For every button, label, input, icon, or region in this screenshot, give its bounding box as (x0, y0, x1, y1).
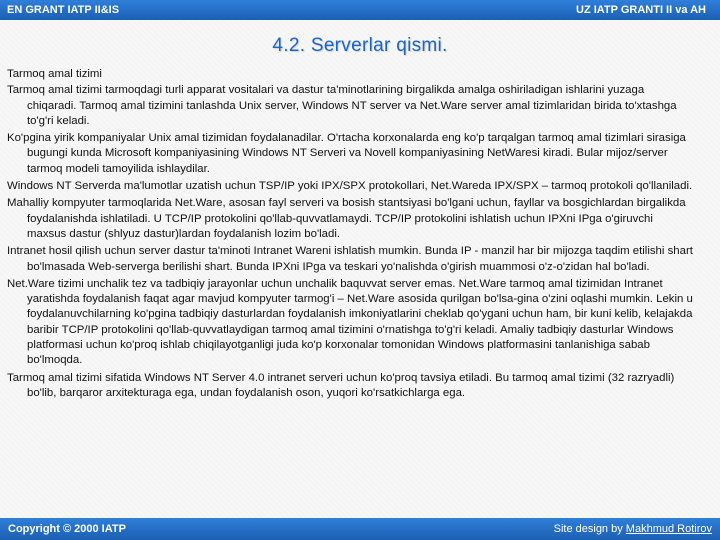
paragraph: Tarmoq amal tizimi sifatida Windows NT Server 4.0 intranet serveri uchun ko'proq tavsiya etiladi. Bu tarmoq amal tizimi (32 razryadli) bo'lib, barqaror arxitekturaga ega, undan foydalanish oson, yuqori ko'rsatkichlarga ega. (7, 371, 675, 399)
page-title: 4.2. Serverlar qismi. (272, 35, 448, 56)
paragraph: Ko'pgina yirik kompaniyalar Unix amal tizimidan foydalanadilar. O'rtacha korxonalarda eng ko'p tarqalgan tarmoq amal tizimlari sirasiga bugungi kunda Microsoft kompaniyasining Windows NT Serveri va Novell kompaniyasining NetWaresi kiradi. Bular mijoz/server tarmoq modeli tamoyilida ishlaydilar. (7, 132, 686, 175)
paragraph: Mahalliy kompyuter tarmoqlarida Net.Ware, asosan fayl serveri va bosish stantsiyasi bo'lgani uchun, fayllar va bosgichlardan birgalikda foydalanishda ishlatiladi. U TCP/IP protokolini qo'llab-quvvatlamaydi. TCP/IP protokolini ishlatish uchun IPXni IPga o'giruvchi maxsus dastur (shlyuz dastur)lardan foydalanish lozim bo'ladi. (7, 197, 686, 240)
header-bar (0, 0, 720, 20)
site-design-prefix: Site design by (553, 523, 623, 535)
copyright-text: Copyright © 2000 IATP (8, 523, 126, 535)
paragraph: Windows NT Serverda ma'lumotlar uzatish uchun TSP/IP yoki IPX/SPX protokollari, Net.Wareda IPX/SPX – tarmoq protokoli qo'llaniladi. (7, 180, 693, 193)
header-left-text: EN GRANT IATP II&IS (7, 4, 120, 16)
paragraph: Intranet hosil qilish uchun server dastur ta'minoti Intranet Wareni ishlatish mumkin. Bunda IP - manzil har bir mijozga taqdim etilishi shart bo'lmasada Web-serverga berilishi shart. Bunda IPXni IPga va teskari yo'nalishda o'girish muammosi o'z-o'zidan hal bo'ladi. (7, 245, 693, 273)
designer-link[interactable]: Makhmud Rotirov (625, 523, 712, 535)
footer-bar (0, 518, 720, 540)
site-design-credit (554, 518, 712, 540)
content-body (7, 67, 693, 403)
paragraph: Tarmoq amal tizimi tarmoqdagi turli apparat vositalari va dastur ta'minotlarining birgalikda amalga oshiriladigan ishlarini yuzaga chiqaradi. Tarmoq amal tizimini tanlashda Unix server, Windows NT server va Net.Ware server amal tizimlaridan birida to'xtashga to'g'ri keladi. (7, 84, 677, 127)
paragraph: Net.Ware tizimi unchalik tez va tadbiqiy jarayonlar uchun unchalik baquvvat server emas. Net.Ware tarmoq amal tizimidan Intranet yaratishda foydalanish faqat agar mavjud kompyuter tarmog'i – Net.Ware asosida qurilgan bo'lsa-gina o'zini oqlashi mumkin. Lekin u foydalanuvchilarning ko'pgina tadbiqiy dasturlardan foydalanish imkoniyatlarini cheklab qo'ygani uchun ham, bir kuni kelib, kelajakda baribir TCP/IP protokolini qo'llab-quvvatlaydigan tarmoq amal tizimini o'rnatishga to'g'ri keladi. Amaliy tadbiqiy dasturlar Windows platformasi uchun ko'proq ishlab chiqilayotganligi juda ko'p korxonalar tomonidan Windows platformasini tanlanishiga sabab bo'lmoqda. (7, 277, 693, 367)
section-heading: Tarmoq amal tizimi (7, 68, 102, 80)
header-right-text: UZ IATP GRANTI II va AH (576, 4, 706, 16)
